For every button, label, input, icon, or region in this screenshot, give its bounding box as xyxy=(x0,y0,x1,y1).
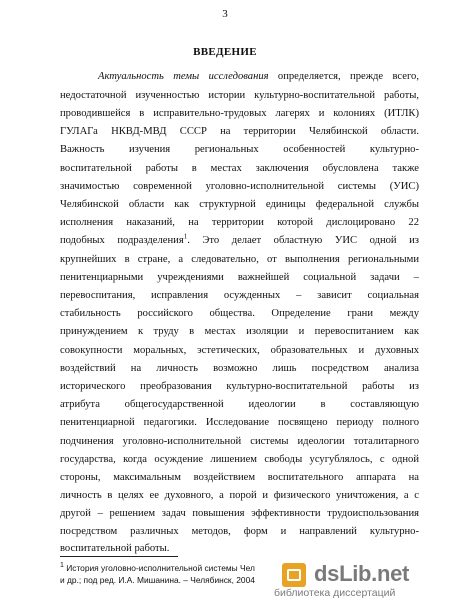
footnote-reference[interactable]: 1 xyxy=(183,232,188,241)
text-line: Важность изучения региональных особенностей культурно- xyxy=(60,144,419,155)
text-line: воздействий на личность возможно лишь посредством анализа xyxy=(60,363,419,374)
text-line: подчинения уголовно-исполнительной системы идеологии тоталитарного xyxy=(60,436,419,447)
text-line: другой – решением задач повышения эффективности трудоиспользования xyxy=(60,508,419,519)
text-line: воспитательной работы. xyxy=(60,543,170,554)
text-fragment: подобных подразделения xyxy=(60,235,184,246)
footnote-text: История уголовно-исполнительной системы Чел xyxy=(63,563,255,573)
text-line xyxy=(60,234,419,248)
text-line: Челябинской области как структурной единицы федеральной службы xyxy=(60,199,419,210)
text-line: перевоспитания, исправления осужденных – зависит социальная xyxy=(60,290,419,301)
text-line: крупнейших в стране, а следовательно, от выполнения региональными xyxy=(60,254,419,265)
text-line: посредством различных методов, форм и направлений культурно- xyxy=(60,526,419,537)
text-line: стабильность российского общества. Определение грани между xyxy=(60,308,419,319)
topic-relevance-phrase: Актуальность темы исследования xyxy=(98,71,269,82)
text-line: значимостью современной уголовно-исполнительной системы (УИС) xyxy=(60,181,419,192)
text-line: государства, когда осуждение лишением свободы усугублялось, с одной xyxy=(60,454,419,465)
text-line: совокупности моральных, эстетических, образовательных и духовных xyxy=(60,345,419,356)
text-line: недостаточной изученностью истории культурно-воспитательной работы, xyxy=(60,90,419,101)
dslib-watermark[interactable] xyxy=(262,563,442,599)
text-line: пенитенциарными учреждениями важнейшей социальной задачи – xyxy=(60,272,419,283)
text-line: воспитательной работы в местах заключения обусловлена также xyxy=(60,163,419,174)
text-line: принуждением к труду в местах изоляции и перевоспитанием как xyxy=(60,326,419,337)
text-fragment: определяется, прежде всего, xyxy=(268,71,419,82)
section-heading: ВВЕДЕНИЕ xyxy=(193,46,257,58)
text-line: личность в целях ее духовного, а порой и физического уничтожения, а с xyxy=(60,490,419,501)
text-line: ГУЛАГа НКВД-МВД СССР на территории Челябинской области. xyxy=(60,126,419,137)
text-line: атрибута общегосударственной идеологии в составляющую xyxy=(60,399,419,410)
text-line: исторического преобразования культурно-воспитательной работы из xyxy=(60,381,419,392)
footnote-line xyxy=(60,563,290,574)
footnote-mark: 1 xyxy=(60,562,64,570)
text-line: исполнения наказаний, на территории которой дислоцировано 22 xyxy=(60,217,419,228)
text-line xyxy=(98,70,419,84)
watermark-title: dsLib.net xyxy=(314,561,410,586)
text-fragment: . Это делает областную УИС одной из xyxy=(187,235,419,246)
footnote-line: и др.; под ред. И.А. Мишанина. – Челябинск, 2004 xyxy=(60,575,255,585)
footnote-divider xyxy=(60,556,178,557)
dslib-logo-icon xyxy=(282,563,306,587)
text-line: пенитенциарной педагогики. Исследование посвящено периоду полного xyxy=(60,417,419,428)
text-line: стороны, максимальным воздействием воспитательного аппарата на xyxy=(60,472,419,483)
watermark-subtitle: библиотека диссертаций xyxy=(274,587,396,599)
text-line: проводившейся в исправительно-трудовых лагерях и колониях (ИТЛК) xyxy=(60,108,419,119)
page-number: 3 xyxy=(222,8,228,20)
